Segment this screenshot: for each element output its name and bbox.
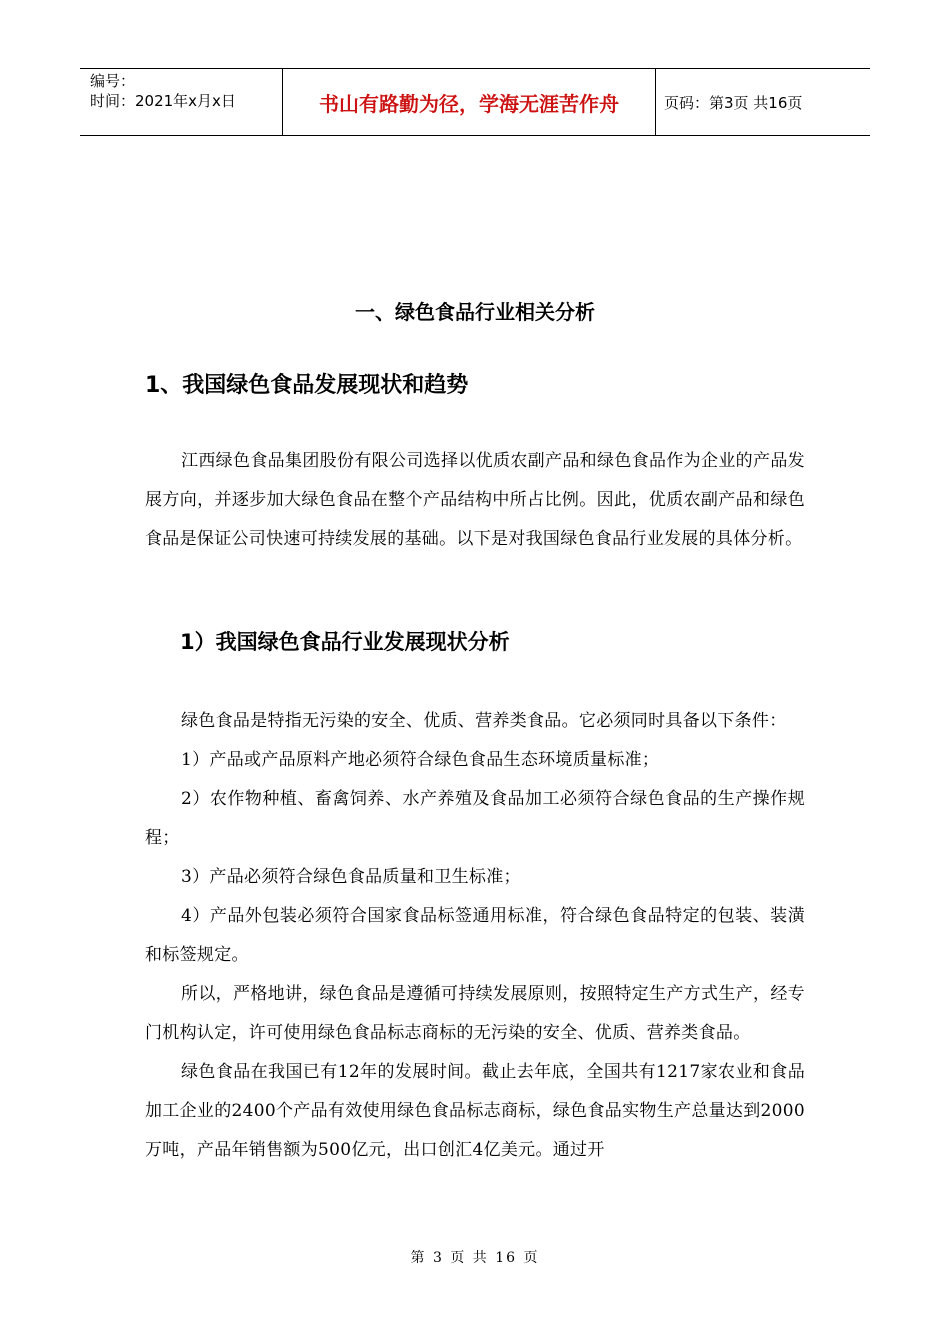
body-paragraph: 绿色食品在我国已有12年的发展时间。截止去年底，全国共有1217家农业和食品加工企业的2400个产品有效使用绿色食品标志商标，绿色食品实物生产总量达到2000万吨，产品年销售额为500亿元，出口创汇4亿美元。通过开 [145,1062,805,1160]
header-meta [80,69,282,135]
header-page-info: 页码：第3页 共16页 [664,93,803,112]
condition-item: 3）产品必须符合绿色食品质量和卫生标准； [181,867,521,887]
number-label: 编号： [90,72,136,90]
heading-2: 1）我国绿色食品行业发展现状分析 [180,630,510,654]
page-header [80,68,870,136]
intro-block [145,442,805,559]
condition-item: 2）农作物种植、畜禽饲养、水产养殖及食品加工必须符合绿色食品的生产操作规程； [145,789,805,848]
section-title: 一、绿色食品行业相关分析 [355,300,595,324]
page-footer: 第 3 页 共 16 页 [410,1250,540,1266]
body-block [145,702,805,1170]
heading-1: 1、我国绿色食品发展现状和趋势 [145,373,469,398]
body-paragraph: 所以，严格地讲，绿色食品是遵循可持续发展原则，按照特定生产方式生产，经专门机构认定，许可使用绿色食品标志商标的无污染的安全、优质、营养类食品。 [145,984,805,1043]
time-label: 时间：2021年x月x日 [90,92,236,110]
intro-paragraph: 江西绿色食品集团股份有限公司选择以优质农副产品和绿色食品作为企业的产品发展方向，并逐步加大绿色食品在整个产品结构中所占比例。因此，优质农副产品和绿色食品是保证公司快速可持续发展的基础。以下是对我国绿色食品行业发展的具体分析。 [145,451,805,549]
condition-item: 1）产品或产品原料产地必须符合绿色食品生态环境质量标准； [181,750,660,770]
condition-item: 4）产品外包装必须符合国家食品标签通用标准，符合绿色食品特定的包装、装潢和标签规定。 [145,906,805,965]
header-motto: 书山有路勤为径，学海无涯苦作舟 [282,69,656,135]
body-paragraph: 绿色食品是特指无污染的安全、优质、营养类食品。它必须同时具备以下条件： [181,711,787,731]
